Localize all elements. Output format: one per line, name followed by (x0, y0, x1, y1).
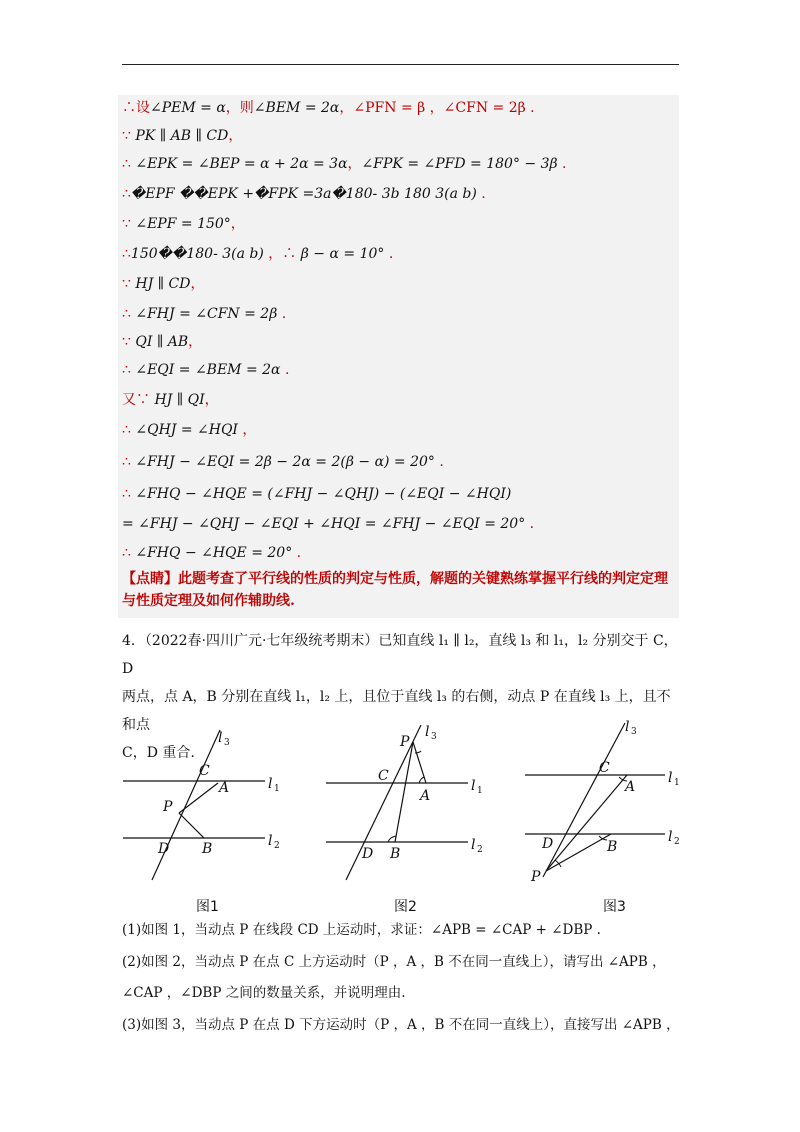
solution-line-math2: β − α = 10° (300, 246, 385, 262)
solution-line-math: ∠FHQ − ∠HQE = (∠FHJ − ∠QHJ) − (∠EQI − ∠HQI) (135, 486, 512, 502)
question-2: (2)如图 2，当动点 P 在点 C 上方运动时（P ，A ，B 不在同一直线上），请写出 ∠APB ， (122, 954, 666, 970)
fig1-label-P: P (163, 799, 173, 815)
question-2-cont: ∠CAP ，∠DBP 之间的数量关系，并说明理由. (122, 985, 406, 1001)
solution-line-prefix: ∴ (122, 186, 131, 202)
fig2-angle-A (419, 777, 424, 783)
fig1-sub-3: 3 (224, 738, 230, 748)
fig1-sub-2: 2 (274, 841, 280, 851)
solution-line-prefix: ∴ (122, 306, 136, 322)
fig1-label-C: C (199, 763, 210, 779)
solution-line-math: ∠QHJ = ∠HQI (135, 422, 238, 438)
question-1: (1)如图 1，当动点 P 在线段 CD 上运动时，求证：∠APB = ∠CAP + ∠DBP . (122, 922, 601, 938)
fig2-label-l1: l (471, 778, 476, 794)
header-rule (122, 64, 679, 65)
fig2-label-l2: l (471, 837, 476, 853)
solution-line-prefix: ∴ (122, 362, 136, 378)
figure-1-caption: 图1 (196, 899, 219, 915)
solution-line (122, 452, 444, 472)
fig3-label-P: P (531, 869, 541, 885)
solution-line-tail: . (557, 156, 567, 172)
solution-line (122, 274, 204, 294)
fig1-label-B: B (202, 841, 213, 857)
fig3-label-C: C (599, 760, 610, 776)
fig2-line-l3 (346, 725, 421, 880)
fig3-label-B: B (607, 839, 618, 855)
solution-line-prefix: ∵ (122, 276, 136, 292)
solution-line (122, 484, 511, 504)
solution-line-prefix: ∴ (122, 545, 136, 561)
comment-tag: 【点睛】 (122, 571, 178, 587)
solution-line-math: �EPF ��EPK +�FPK =3a�180- 3b 180 3(a b) (130, 186, 477, 202)
figure-2-caption: 图2 (394, 899, 417, 915)
fig2-label-l3: l (425, 724, 430, 740)
solution-line (122, 390, 219, 410)
solution-line (122, 214, 245, 234)
solution-line-math2: ∠BEM = 2α (253, 100, 340, 116)
solution-line-tail: ， (237, 422, 257, 438)
solution-line-mid: ，则 (225, 100, 254, 116)
fig1-label-l1: l (268, 776, 273, 792)
fig2-label-C: C (378, 768, 389, 784)
solution-line-math: ∠EQI = ∠BEM = 2α (135, 362, 281, 378)
fig2-seg-PB (395, 742, 413, 842)
fig1-seg-PA (179, 783, 218, 813)
figure-2 (318, 720, 498, 895)
fig3-sub-3: 3 (631, 727, 637, 737)
solution-line-tail: ， (228, 128, 243, 144)
solution-line (122, 304, 286, 324)
solution-line (122, 154, 566, 174)
solution-line-math: ∠FHJ − ∠EQI = 2β − 2α = 2(β − α) = 20° (135, 454, 435, 470)
fig1-label-l3: l (218, 730, 223, 746)
solution-line-prefix: ∴ (122, 422, 136, 438)
solution-line-tail: ， (190, 276, 205, 292)
fig3-sub-2: 2 (674, 837, 680, 847)
problem-line-1: 4．（2022春·四川广元·七年级统考期末）已知直线 l₁ ∥ l₂，直线 l₃ 和 l₁，l₂ 分别交于 C，D (122, 633, 678, 677)
solution-line-prefix: ∴ (122, 156, 136, 172)
solution-line-math: 150��180- 3(a b) (130, 246, 264, 262)
fig3-label-l3: l (625, 719, 630, 735)
solution-line-math: PK ∥ AB ∥ CD (135, 128, 229, 144)
solution-line-prefix: ∴ (122, 454, 136, 470)
fig3-label-D: D (542, 836, 554, 852)
solution-line-tail: . (476, 186, 486, 202)
solution-line (122, 360, 289, 380)
fig2-label-B: B (390, 846, 401, 862)
solution-line-tail: . (277, 306, 287, 322)
fig2-sub-1: 1 (477, 786, 483, 796)
solution-line-prefix: ∴ (122, 246, 131, 262)
solution-line-prefix: 又∵ (122, 392, 155, 408)
problem-line-2: 两点，点 A，B 分别在直线 l₁，l₂ 上，且位于直线 l₃ 的右侧，动点 P 在直线 l₃ 上，且不和点 (122, 689, 671, 733)
fig3-sub-1: 1 (674, 778, 680, 788)
figure-3 (515, 715, 695, 890)
question-3: (3)如图 3，当动点 P 在点 D 下方运动时（P ，A ，B 不在同一直线上），直接写出 ∠APB ， (122, 1017, 680, 1033)
problem-line-3: C，D 重合. (122, 745, 195, 761)
fig2-seg-PA (413, 742, 426, 783)
fig2-label-A: A (420, 788, 431, 804)
solution-line-mid: ，∴ (263, 246, 301, 262)
fig1-sub-1: 1 (274, 784, 280, 794)
solution-line-prefix: ∴设 (122, 100, 150, 116)
fig1-label-D: D (158, 841, 170, 857)
solution-line-tail: ， (204, 392, 219, 408)
solution-line (122, 126, 242, 146)
solution-line-tail: . (280, 362, 290, 378)
comment-text: 此题考查了平行线的性质的判定与性质，解题的关键熟练掌握平行线的判定定理与性质定理及如何作辅助线. (122, 571, 668, 609)
fig2-label-P: P (400, 734, 410, 750)
solution-line-tail: . (525, 516, 535, 532)
solution-line-prefix: ∵ (122, 216, 136, 232)
solution-line-math: ∠FHQ − ∠HQE = 20° (135, 545, 293, 561)
fig3-label-l1: l (668, 770, 673, 786)
solution-line-math: HJ ∥ QI (154, 392, 205, 408)
solution-line-tail: ， (188, 334, 203, 350)
solution-line (122, 543, 301, 563)
solution-line-prefix: ∴ (122, 486, 136, 502)
solution-line-tail: . (434, 454, 444, 470)
solution-line-math: = ∠FHJ − ∠QHJ − ∠EQI + ∠HQI = ∠FHJ − ∠EQI = 20° (122, 516, 526, 532)
solution-line-math: ∠EPF = 150° (135, 216, 231, 232)
fig1-label-A: A (219, 780, 230, 796)
fig2-sub-3: 3 (431, 732, 437, 742)
solution-line-prefix: ∵ (122, 128, 136, 144)
fig3-label-A: A (625, 779, 636, 795)
solution-line-math: QI ∥ AB (135, 334, 189, 350)
solution-line (122, 332, 202, 352)
solution-line-tail: . (292, 545, 302, 561)
solution-line-prefix: ∵ (122, 334, 136, 350)
solution-line-math2: ∠FPK = ∠PFD = 180° − 3β (361, 156, 558, 172)
solution-line (122, 184, 486, 204)
solution-line-math: HJ ∥ CD (135, 276, 191, 292)
solution-line (122, 420, 256, 440)
figure-3-caption: 图3 (603, 899, 626, 915)
fig3-seg-PA (546, 775, 627, 871)
fig1-label-l2: l (268, 833, 273, 849)
solution-line (122, 244, 393, 264)
solution-line-math: ∠FHJ = ∠CFN = 2β (135, 306, 278, 322)
solution-line (122, 98, 535, 118)
solution-line (122, 514, 534, 534)
solution-line-math: ∠EPK = ∠BEP = α + 2α = 3α (135, 156, 348, 172)
fig1-seg-PB (179, 813, 204, 838)
fig2-sub-2: 2 (477, 845, 483, 855)
solution-line-tail: ，∠PFN = β ，∠CFN = 2β . (339, 100, 535, 116)
solution-line-tail: ， (230, 216, 245, 232)
comment-note (122, 568, 678, 612)
fig2-label-D: D (362, 846, 374, 862)
fig3-label-l2: l (668, 829, 673, 845)
figure-1 (115, 720, 295, 895)
solution-line-math: ∠PEM = α (150, 100, 226, 116)
solution-line-mid: ， (347, 156, 362, 172)
solution-line-tail: . (384, 246, 394, 262)
